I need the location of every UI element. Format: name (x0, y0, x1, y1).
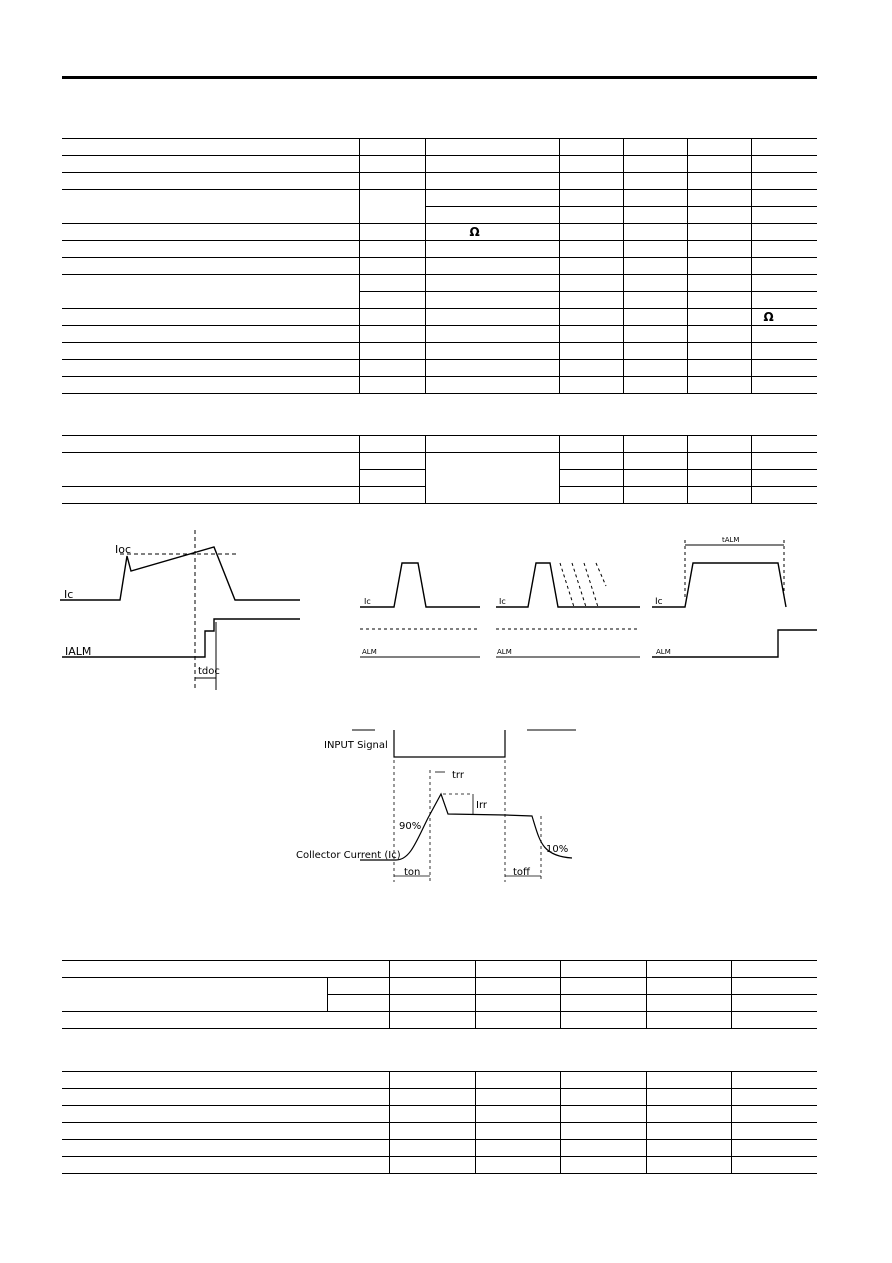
switching-time-diagram (0, 715, 892, 895)
input-signal-label: INPUT Signal (324, 740, 388, 751)
trr-label: trr (452, 770, 464, 781)
ic-pulse-long (652, 563, 786, 607)
table-row (62, 190, 817, 207)
ic-pulse-repeated (496, 563, 640, 607)
irr-label: Irr (476, 800, 487, 811)
ohm-symbol: Ω (763, 309, 774, 324)
table-row (62, 978, 817, 995)
table-row (62, 224, 817, 241)
table-row (62, 436, 817, 453)
table-row (62, 1106, 817, 1123)
talm-label: tALM (722, 536, 740, 544)
table-row (62, 360, 817, 377)
ic-label: Ic (364, 597, 371, 606)
input-signal-waveform (394, 730, 505, 757)
table-row (62, 1157, 817, 1174)
table-row (62, 326, 817, 343)
table-row (62, 309, 817, 326)
ic-label: Ic (655, 597, 663, 607)
percent-90-label: 90% (399, 821, 422, 832)
protection-waveforms (0, 520, 892, 700)
table-row (62, 1012, 817, 1029)
table-row (62, 377, 817, 394)
table-row (62, 343, 817, 360)
table-row (62, 156, 817, 173)
alarm-output (652, 630, 817, 657)
table-row (62, 258, 817, 275)
table-row (62, 241, 817, 258)
alm-label: ALM (362, 648, 377, 656)
recommended-conditions-table (62, 1071, 817, 1174)
header-rule (62, 76, 817, 79)
table-row (62, 961, 817, 978)
ohm-symbol: Ω (469, 224, 480, 239)
ialm-label: IALM (65, 645, 92, 658)
table-row (62, 275, 817, 292)
table-row (62, 1123, 817, 1140)
table-row (62, 173, 817, 190)
table-row (62, 1072, 817, 1089)
ic-waveform (60, 547, 300, 600)
thermal-characteristics-table (62, 435, 817, 504)
table-row (62, 139, 817, 156)
ic-label: Ic (499, 597, 506, 606)
table-row (62, 1089, 817, 1106)
alm-label: ALM (656, 648, 671, 656)
mechanical-table (62, 960, 817, 1029)
toff-label: toff (513, 867, 530, 878)
percent-10-label: 10% (546, 844, 569, 855)
alarm-waveform (62, 619, 300, 657)
table-row (62, 453, 817, 470)
collector-current-label: Collector Current (Ic) (296, 850, 401, 861)
ic-label: Ic (64, 588, 74, 601)
alm-label: ALM (497, 648, 512, 656)
electrical-characteristics-table (62, 138, 817, 394)
table-row (62, 1140, 817, 1157)
ton-label: ton (404, 867, 421, 878)
tdoc-label: tdoc (198, 666, 220, 677)
ic-pulse (360, 563, 480, 607)
ioc-label: Ioc (115, 543, 132, 556)
